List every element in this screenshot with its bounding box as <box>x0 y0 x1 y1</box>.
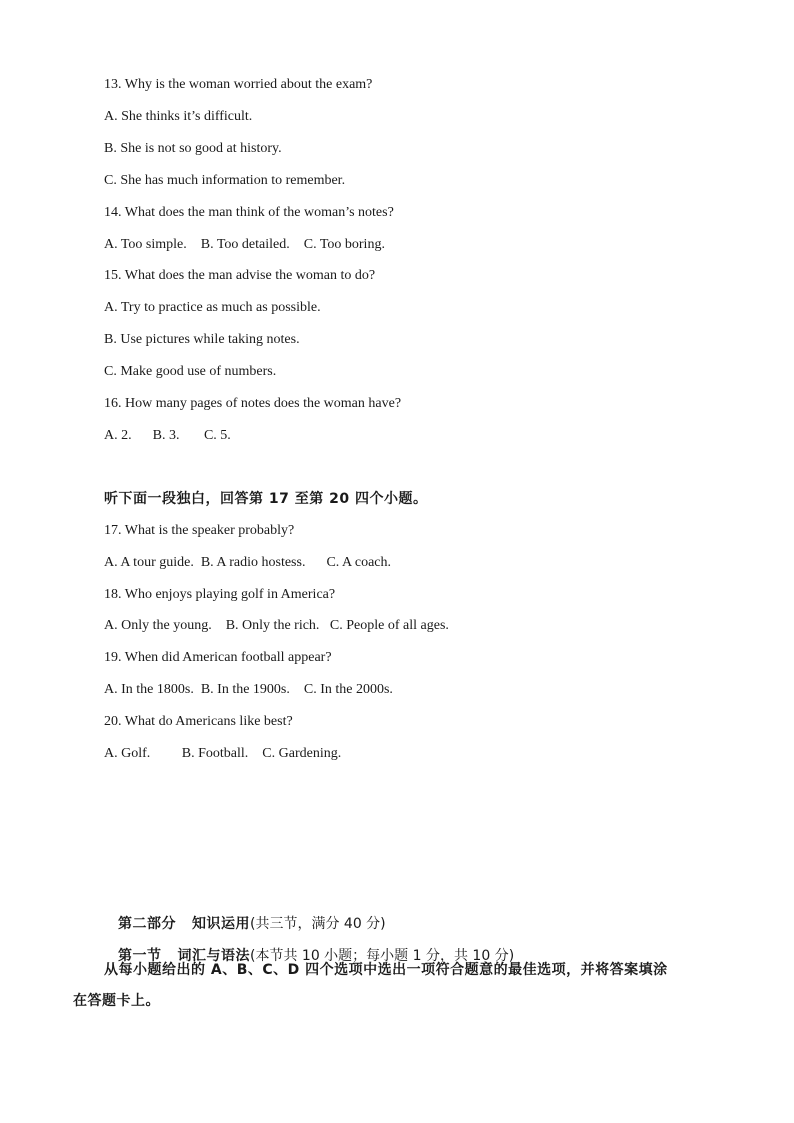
option-15c: C. Make good use of numbers. <box>104 364 277 379</box>
question-19: 19. When did American football appear? <box>104 650 332 665</box>
options-20: A. Golf. B. Football. C. Gardening. <box>104 746 342 761</box>
options-19: A. In the 1800s. B. In the 1900s. C. In the 2000s. <box>104 682 393 697</box>
options-17: A. A tour guide. B. A radio hostess. C. A coach. <box>104 555 391 570</box>
part2-heading-note: (共三节，满分 40 分) <box>250 916 386 932</box>
question-16: 16. How many pages of notes does the woman have? <box>104 396 402 411</box>
part2-heading-label: 第二部分 <box>118 916 176 932</box>
option-13c: C. She has much information to remember. <box>104 173 346 188</box>
question-15: 15. What does the man advise the woman to do? <box>104 268 376 283</box>
question-14: 14. What does the man think of the woman’s notes? <box>104 205 394 220</box>
question-17: 17. What is the speaker probably? <box>104 523 295 538</box>
section1-heading-note: (本节共 10 小题；每小题 1 分，共 10 分) <box>250 948 515 964</box>
part2-heading-title: 知识运用 <box>192 916 250 932</box>
option-15b: B. Use pictures while taking notes. <box>104 332 300 347</box>
option-15a: A. Try to practice as much as possible. <box>104 300 321 315</box>
option-13b: B. She is not so good at history. <box>104 141 282 156</box>
options-16: A. 2. B. 3. C. 5. <box>104 428 231 443</box>
section1-heading-title: 词汇与语法 <box>177 948 250 964</box>
question-13: 13. Why is the woman worried about the exam? <box>104 77 373 92</box>
question-18: 18. Who enjoys playing golf in America? <box>104 587 336 602</box>
monologue-instruction: 听下面一段独白，回答第 17 至第 20 四个小题。 <box>104 491 428 507</box>
question-20: 20. What do Americans like best? <box>104 714 293 729</box>
section1-heading-label: 第一节 <box>118 948 162 964</box>
options-18: A. Only the young. B. Only the rich. C. People of all ages. <box>104 618 449 633</box>
option-13a: A. She thinks it’s difficult. <box>104 109 253 124</box>
section1-instruction-line1: 从每小题给出的 A、B、C、D 四个选项中选出一项符合题意的最佳选项，并将答案填涂 <box>104 962 668 978</box>
options-14: A. Too simple. B. Too detailed. C. Too boring. <box>104 237 385 252</box>
section1-instruction-line2: 在答题卡上。 <box>73 993 160 1009</box>
